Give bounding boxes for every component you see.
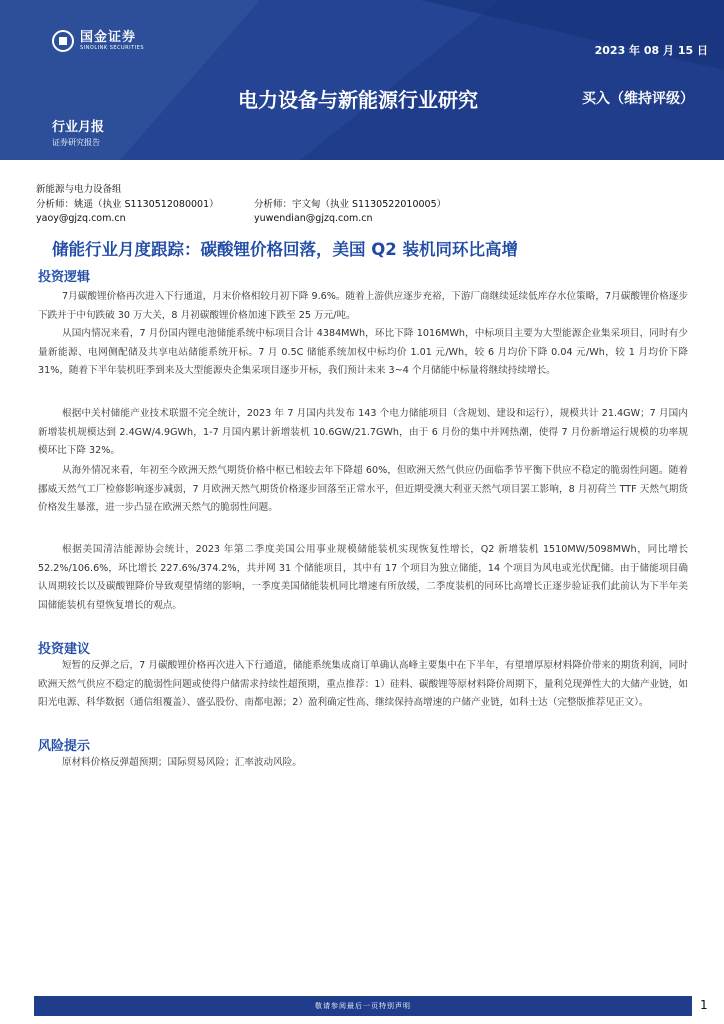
- section-heading-logic: 投资逻辑: [38, 270, 91, 285]
- brand-logo: [52, 30, 144, 52]
- header-background-graphic: [0, 0, 724, 160]
- page-number: 1: [700, 998, 708, 1012]
- logic-paragraph-3: 根据中关村储能产业技术联盟不完全统计，2023 年 7 月国内共发布 143 个电力储能项目（含规划、建设和运行），规模共计 21.4GW；7 月国内新增装机规模达到 2.4GW/4.9GWh，1-7 月国内累计新增装机 10.6GW/21.7GWh，由于 6 月份的集中并网热潮，使得 7 月份新增运行规模的功率规模环比下降 32%。: [38, 408, 688, 457]
- risk-paragraph: 原材料价格反弹超预期；国际贸易风险；汇率波动风险。: [62, 757, 302, 768]
- analyst-1: 分析师：姚遥（执业 S1130512080001）: [36, 198, 219, 210]
- rating-label: 买入（维持评级）: [582, 91, 694, 107]
- report-title: 电力设备与新能源行业研究: [238, 88, 478, 112]
- analyst-1-email[interactable]: yaoy@gjzq.com.cn: [36, 213, 126, 224]
- footer-disclaimer[interactable]: 敬请参阅最后一页特别声明: [315, 1002, 411, 1010]
- logic-paragraph-5: 根据美国清洁能源协会统计，2023 年第二季度美国公用事业规模储能装机实现恢复性增长，Q2 新增装机 1510MW/5098MWh，同比增长 52.2%/106.6%，环比增长 227.6%/374.2%，共并网 31 个储能项目，其中有 17 个项目为独立储能，14 个项目为风电或光伏配储。由于储能项目确认周期较长以及碳酸锂降价导致观望情绪的影响，一季度美国储能装机同比增速有所放缓，二季度装机的同环比高增长正逐步验证我们此前认为下半年美国储能装机有望恢复增长的观点。: [38, 544, 688, 611]
- analyst-info: [36, 183, 447, 227]
- report-date: 2023 年 08 月 15 日: [594, 44, 708, 57]
- team-name: 新能源与电力设备组: [36, 184, 122, 195]
- section-heading-risk: 风险提示: [38, 739, 91, 754]
- analyst-2: 分析师：宇文甸（执业 S1130522010005）: [254, 198, 447, 210]
- analyst-2-email[interactable]: yuwendian@gjzq.com.cn: [254, 213, 373, 224]
- report-header: [0, 0, 724, 160]
- logic-paragraph-2: 从国内情况来看，7 月份国内锂电池储能系统中标项目合计 4384MWh，环比下降 1016MWh，中标项目主要为大型能源企业集采项目，同时有少量新能源、电网侧配储及共享电站储能系统开标。7 月 0.5C 储能系统加权中标均价 1.01 元/Wh，较 6 月均价下降 0.04 元/Wh，较 1 月均价下降 31%，随着下半年装机旺季到来及大型能源央企集采项目逐步开标，我们预计未来 3~4 个月储能中标量将继续持续增长。: [38, 328, 688, 377]
- sinolink-logo-icon: [52, 30, 74, 52]
- logic-paragraph-1: 7月碳酸锂价格再次进入下行通道，月末价格相较月初下降 9.6%。随着上游供应逐步充裕，下游厂商继续延续低库存水位策略，7月碳酸锂价格逐步下跌并于中旬跌破 30 万大关，8 月初碳酸锂价格加速下跌至 25 万元/吨。: [38, 291, 688, 321]
- brand-name-cn: 国金证券: [80, 29, 137, 45]
- footer-bar: [34, 996, 692, 1016]
- brand-name-en: SINOLINK SECURITIES: [80, 44, 144, 51]
- report-type: 行业月报: [52, 120, 105, 135]
- section-heading-advice: 投资建议: [38, 642, 91, 657]
- report-subtype: 证券研究报告: [52, 138, 100, 147]
- logic-paragraph-4: 从海外情况来看，年初至今欧洲天然气期货价格中枢已相较去年下降超 60%，但欧洲天然气供应仍面临季节平衡下供应不稳定的脆弱性问题。随着挪威天然气工厂检修影响逐步减弱，7 月欧洲天然气期货价格逐步回落至正常水平，但近期受澳大利亚天然气项目罢工影响，8 月初荷兰 TTF 天然气期货价格发生暴涨，进一步凸显在欧洲天然气的脆弱性问题。: [38, 465, 688, 514]
- report-headline: 储能行业月度跟踪：碳酸锂价格回落，美国 Q2 装机同环比高增: [52, 240, 518, 259]
- advice-paragraph: 短暂的反弹之后，7 月碳酸锂价格再次进入下行通道，储能系统集成商订单确认高峰主要集中在下半年，有望增厚原材料降价带来的期货利润，同时欧洲天然气供应不稳定的脆弱性问题或使得户储需求持续性超预期，重点推荐：1）硅料、碳酸锂等原材料降价周期下，量利兑现弹性大的大储产业链，如阳光电源、科华数据（通信组覆盖）、盛弘股份、南都电源；2）盈利确定性高、继续保持高增速的户储产业链，如科士达（完整版推荐见正文）。: [38, 660, 688, 709]
